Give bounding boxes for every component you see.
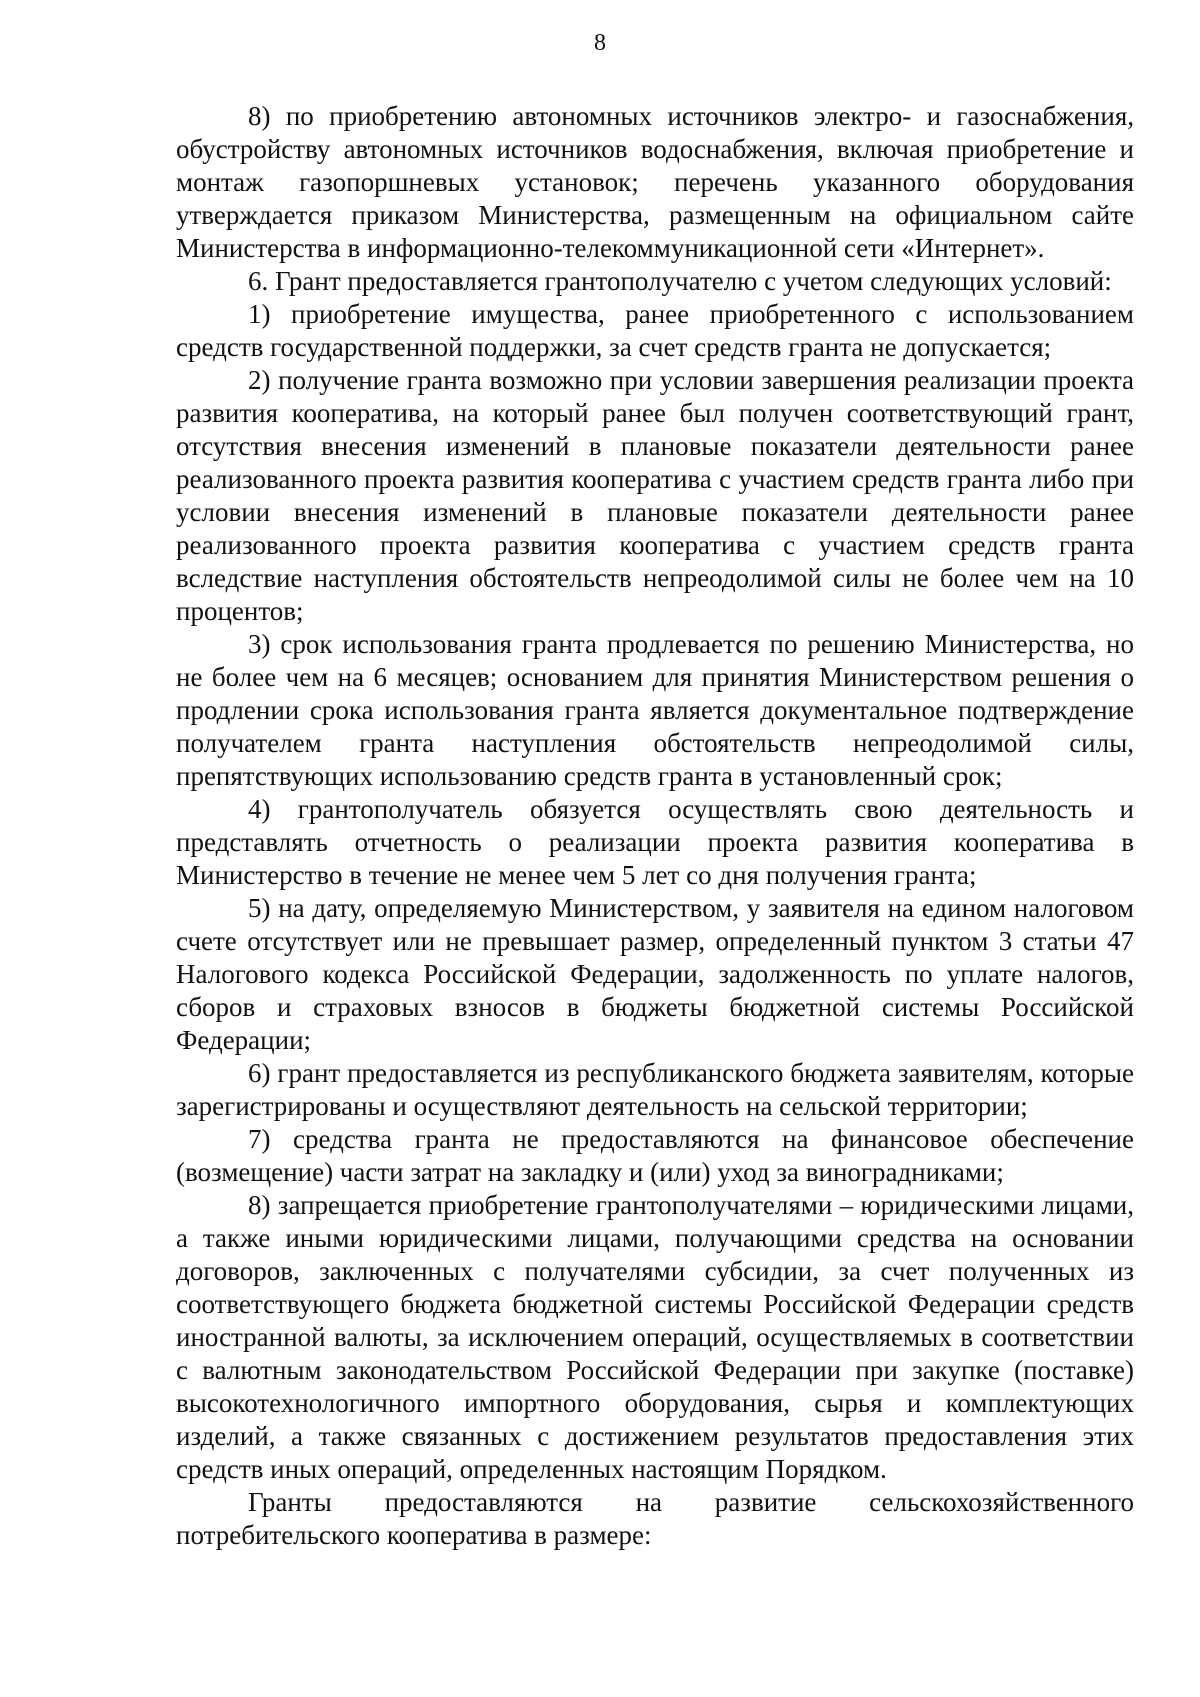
- paragraph-condition-7: 7) средства гранта не предоставляются на финансовое обеспечение (возмещение) части затрат на закладку и (или) уход за виноградниками;: [176, 1124, 1134, 1187]
- page-number: 8: [594, 30, 606, 56]
- paragraph-condition-2: 2) получение гранта возможно при условии завершения реализации проекта развития кооператива, на который ранее был получен соответствующий грант, отсутствия внесения изменений в плановые показатели деятельности ранее реализованного проекта развития кооператива с участием средств гранта либо при условии внесения изменений в плановые показатели деятельности ранее реализованного проекта развития кооператива с участием средств гранта вследствие наступления обстоятельств непреодолимой силы не более чем на 10 процентов;: [176, 365, 1134, 626]
- paragraph-condition-5: 5) на дату, определяемую Министерством, у заявителя на едином налоговом счете отсутствует или не превышает размер, определенный пунктом 3 статьи 47 Налогового кодекса Российской Федерации, задолженность по уплате налогов, сборов и страховых взносов в бюджеты бюджетной системы Российской Федерации;: [176, 893, 1134, 1055]
- paragraph-item-8-autonomous-sources: 8) по приобретению автономных источников электро- и газоснабжения, обустройству автономных источников водоснабжения, включая приобретение и монтаж газопоршневых установок; перечень указанного оборудования утверждается приказом Министерства, размещенным на официальном сайте Министерства в информационно-телекоммуникационной сети «Интернет».: [176, 101, 1134, 263]
- paragraph-grant-amount-intro: Гранты предоставляются на развитие сельскохозяйственного потребительского кооператива в размере:: [176, 1487, 1134, 1550]
- paragraph-condition-4: 4) грантополучатель обязуется осуществлять свою деятельность и представлять отчетность о реализации проекта развития кооператива в Министерство в течение не менее чем 5 лет со дня получения гранта;: [176, 794, 1134, 890]
- paragraph-condition-3: 3) срок использования гранта продлевается по решению Министерства, но не более чем на 6 месяцев; основанием для принятия Министерством решения о продлении срока использования гранта является документальное подтверждение получателем гранта наступления обстоятельств непреодолимой силы, препятствующих использованию средств гранта в установленный срок;: [176, 629, 1134, 791]
- paragraph-condition-8: 8) запрещается приобретение грантополучателями – юридическими лицами, а также иными юридическими лицами, получающими средства на основании договоров, заключенных с получателями субсидии, за счет полученных из соответствующего бюджета бюджетной системы Российской Федерации средств иностранной валюты, за исключением операций, осуществляемых в соответствии с валютным законодательством Российской Федерации при закупке (поставке) высокотехнологичного импортного оборудования, сырья и комплектующих изделий, а также связанных с достижением результатов предоставления этих средств иных операций, определенных настоящим Порядком.: [176, 1190, 1134, 1484]
- paragraph-condition-1: 1) приобретение имущества, ранее приобретенного с использованием средств государственной поддержки, за счет средств гранта не допускается;: [176, 299, 1134, 362]
- document-body: [176, 100, 1134, 1552]
- paragraph-condition-6: 6) грант предоставляется из республиканского бюджета заявителям, которые зарегистрированы и осуществляют деятельность на сельской территории;: [176, 1058, 1134, 1121]
- paragraph-section-6-heading: 6. Грант предоставляется грантополучателю с учетом следующих условий:: [248, 266, 1112, 296]
